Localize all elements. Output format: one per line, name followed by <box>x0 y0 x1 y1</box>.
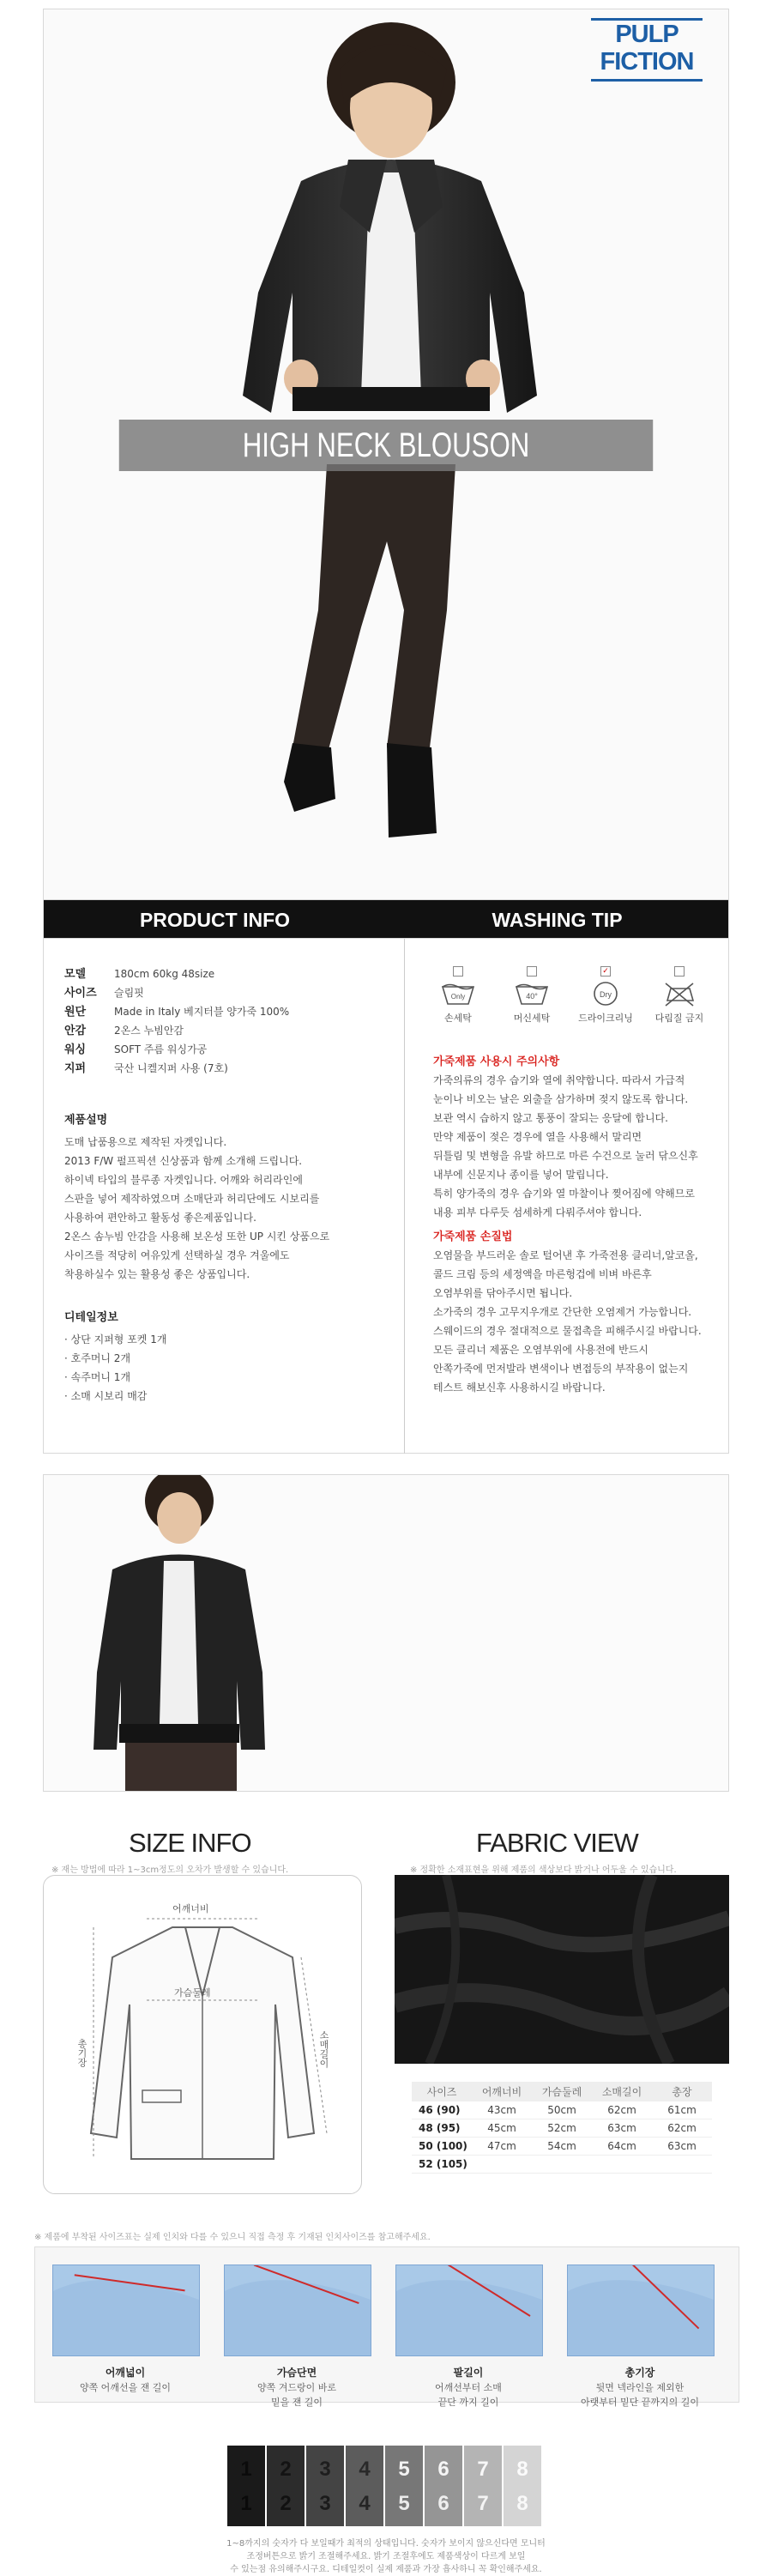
spec-key: 지퍼 <box>64 1062 87 1075</box>
size-table-cell: 47cm <box>472 2138 532 2156</box>
brand-logo-line1: PULP <box>615 21 679 48</box>
desc-line: 2온스 솜누빔 안감을 사용해 보온성 또한 UP 시킨 상품으로 <box>64 1231 330 1243</box>
scale-number-bottom: 4 <box>359 2492 371 2515</box>
no-iron-icon <box>649 980 709 1007</box>
caution-line: 뒤틀림 및 변형을 유발 하므로 마른 수건으로 눌러 닦으신후 <box>433 1150 698 1162</box>
size-table-cell: 52cm <box>532 2119 592 2138</box>
svg-text:40°: 40° <box>526 992 538 1001</box>
method-line: 스웨이드의 경우 절대적으로 물접촉을 피해주시길 바랍니다. <box>433 1325 702 1337</box>
spec-row <box>64 983 144 1003</box>
caution-line: 특히 양가죽의 경우 습기와 열 마찰이나 찢어짐에 약해므로 <box>433 1188 695 1200</box>
detail-model-photo <box>44 1475 728 1792</box>
sleeve-label: 소매길이 <box>318 2030 329 2068</box>
wash-checkbox <box>453 966 463 977</box>
measure-desc: 뒷면 넥라인을 제외한 <box>595 2382 685 2393</box>
product-desc-text <box>64 1133 390 1284</box>
spec-row <box>64 1059 228 1079</box>
size-table-row <box>412 2119 712 2138</box>
measure-note: ※ 제품에 부착된 사이즈표는 실제 인치와 다를 수 있으니 직접 측정 후 기재된 인치사이즈를 참고해주세요. <box>34 2233 431 2242</box>
measure-label: 어깨넓이 <box>105 2367 146 2379</box>
measure-card <box>224 2265 370 2409</box>
spec-value: 국산 니켈지퍼 사용 (7호) <box>114 1062 228 1074</box>
size-table-cell: 64cm <box>592 2138 652 2156</box>
method-line: 모든 클리너 제품은 오염부위에 사용전에 반드시 <box>433 1344 648 1356</box>
size-table-cell: 43cm <box>472 2101 532 2119</box>
hand-wash-icon <box>428 980 488 1007</box>
size-table-cell <box>532 2156 592 2174</box>
care-method-heading: 가죽제품 손질법 <box>433 1231 513 1243</box>
wash-label: 드라이크리닝 <box>578 1013 633 1024</box>
footer-line: 수 있는점 유의해주시구요. 디테일컷이 실제 제품과 가장 흡사하니 꼭 확인해주세요. <box>230 2565 542 2574</box>
hero-photo-panel <box>43 9 729 901</box>
spec-value: Made in Italy 베지터블 양가죽 100% <box>114 1006 290 1018</box>
measure-label: 총기장 <box>624 2367 655 2379</box>
scale-number-bottom: 1 <box>240 2492 252 2515</box>
hero-title: HIGH NECK BLOUSON <box>119 420 653 471</box>
spec-value: 슬림핏 <box>114 987 144 999</box>
caution-line: 보관 역시 습하지 않고 통풍이 잘되는 응달에 합니다. <box>433 1112 668 1124</box>
section-header-bar <box>43 899 729 939</box>
measure-desc: 끝단 까지 길이 <box>437 2397 499 2408</box>
spec-key: 원단 <box>64 1006 87 1019</box>
wash-label: 다림질 금지 <box>654 1013 704 1024</box>
size-table-cell: 63cm <box>652 2138 712 2156</box>
spec-value: 2온스 누빔안감 <box>114 1025 184 1037</box>
leather-texture <box>395 1875 729 2064</box>
desc-line: 스판을 넣어 제작하였으며 소매단과 허리단에도 시보리를 <box>64 1193 320 1205</box>
dry-clean-icon <box>576 980 636 1007</box>
scale-cell <box>385 2446 423 2526</box>
spec-value: 180cm 60kg 48size <box>114 968 215 980</box>
info-section <box>43 939 729 1454</box>
size-table-header: 총장 <box>652 2082 712 2101</box>
wash-checkbox <box>527 966 537 977</box>
monitor-brightness-scale <box>227 2446 545 2526</box>
jacket-diagram <box>44 1876 361 2193</box>
detail-item: · 상단 지퍼형 포켓 1개 <box>64 1333 167 1345</box>
scale-number-top: 5 <box>398 2458 410 2481</box>
size-table-header: 소매길이 <box>592 2082 652 2101</box>
measure-desc: 양쪽 어깨선을 잰 길이 <box>79 2382 172 2393</box>
measure-label: 팔길이 <box>453 2367 484 2379</box>
size-table-cell <box>472 2156 532 2174</box>
detail-photo-panel <box>43 1474 729 1792</box>
desc-line: 도매 납품용으로 제작된 자켓입니다. <box>64 1136 227 1148</box>
scale-cell <box>227 2446 265 2526</box>
spec-key: 모델 <box>64 968 87 981</box>
size-table-cell: 62cm <box>652 2119 712 2138</box>
measure-card <box>395 2265 541 2409</box>
caution-line: 만약 제품이 젖은 경우에 열을 사용해서 말리면 <box>433 1131 642 1143</box>
scale-number-bottom: 2 <box>280 2492 292 2515</box>
spec-row <box>64 1040 207 1060</box>
scale-number-bottom: 6 <box>437 2492 449 2515</box>
detail-item: · 호주머니 2개 <box>64 1352 131 1364</box>
size-diagram-card <box>43 1875 362 2194</box>
size-table-cell: 52 (105) <box>412 2156 472 2174</box>
measure-photo <box>224 2265 371 2356</box>
size-table-cell: 48 (95) <box>412 2119 472 2138</box>
care-caution-heading: 가죽제품 사용시 주의사항 <box>433 1055 560 1068</box>
scale-number-bottom: 8 <box>516 2492 528 2515</box>
caution-line: 내용 피부 다루듯 섬세하게 다뤄주셔야 합니다. <box>433 1206 642 1218</box>
wash-option <box>649 966 709 1025</box>
spec-row <box>64 1002 289 1022</box>
measure-card <box>567 2265 713 2409</box>
scale-number-top: 4 <box>359 2458 371 2481</box>
measure-desc: 양쪽 겨드랑이 바로 <box>256 2382 336 2393</box>
svg-text:Dry: Dry <box>600 990 612 999</box>
scale-number-top: 3 <box>319 2458 331 2481</box>
detail-info-heading: 디테일정보 <box>64 1311 118 1324</box>
size-table-cell: 50 (100) <box>412 2138 472 2156</box>
brand-logo-line2: FICTION <box>600 48 694 76</box>
fabric-swatch <box>395 1875 729 2064</box>
size-table-row <box>412 2138 712 2156</box>
footer-note <box>86 2537 686 2576</box>
footer-line: 1~8까지의 숫자가 다 보일때가 최적의 상태입니다. 숫자가 보이지 않으신다면 모니터 <box>226 2539 546 2549</box>
shoulder-label: 어깨너비 <box>172 1903 209 1914</box>
column-divider <box>404 939 405 1454</box>
caution-line: 가죽의류의 경우 습기와 열에 취약합니다. 따라서 가급적 <box>433 1074 685 1086</box>
size-table-header: 어깨너비 <box>472 2082 532 2101</box>
footer-line: 조정버튼으로 밝기 조절해주세요. 밝기 조절후에도 제품색상이 다르게 보일 <box>246 2552 526 2561</box>
size-table-cell: 61cm <box>652 2101 712 2119</box>
scale-cell <box>267 2446 305 2526</box>
fabric-view-title: FABRIC VIEW <box>476 1828 638 1858</box>
size-info-title: SIZE INFO <box>129 1828 251 1858</box>
desc-line: 사이즈를 적당히 여유있게 선택하실 경우 겨울에도 <box>64 1249 290 1261</box>
size-table <box>412 2082 712 2174</box>
spec-key: 워싱 <box>64 1043 87 1056</box>
wash-option <box>502 966 562 1025</box>
measure-guide <box>34 2246 739 2408</box>
wash-option <box>576 966 636 1025</box>
method-line: 소가죽의 경우 고무지우개로 간단한 오염제거 가능합니다. <box>433 1306 692 1318</box>
machine-wash-icon <box>502 980 562 1007</box>
measure-photo <box>52 2265 200 2356</box>
measure-desc: 밑을 잰 길이 <box>270 2397 323 2408</box>
size-table-cell <box>652 2156 712 2174</box>
measure-card <box>52 2265 198 2394</box>
size-table-cell: 62cm <box>592 2101 652 2119</box>
size-info-note: ※ 재는 방법에 따라 1~3cm정도의 오차가 발생할 수 있습니다. <box>51 1865 289 1875</box>
measure-photo <box>567 2265 715 2356</box>
scale-cell <box>464 2446 502 2526</box>
scale-number-top: 1 <box>240 2458 252 2481</box>
scale-number-top: 2 <box>280 2458 292 2481</box>
method-line: 콜드 크림 등의 세정액을 마른헝겁에 비벼 바른후 <box>433 1268 652 1280</box>
length-label: 총기장 <box>76 2039 87 2067</box>
scale-number-top: 6 <box>437 2458 449 2481</box>
detail-item: · 소매 시보리 매감 <box>64 1390 148 1402</box>
scale-cell <box>346 2446 383 2526</box>
size-table-cell: 63cm <box>592 2119 652 2138</box>
washing-tip-heading: WASHING TIP <box>492 909 623 931</box>
care-method-text <box>433 1246 725 1397</box>
size-table-row <box>412 2156 712 2174</box>
fabric-view-note: ※ 정확한 소재표현을 위해 제품의 색상보다 밝거나 어두울 수 있습니다. <box>410 1865 677 1875</box>
desc-line: 착용하실수 있는 활용성 좋은 상품입니다. <box>64 1268 250 1280</box>
wash-label: 손세탁 <box>444 1013 472 1024</box>
size-table-cell: 50cm <box>532 2101 592 2119</box>
scale-cell <box>504 2446 541 2526</box>
wash-option <box>428 966 488 1025</box>
scale-number-bottom: 3 <box>319 2492 331 2515</box>
size-table-header: 가슴둘레 <box>532 2082 592 2101</box>
caution-line: 내부에 신문지나 종이를 넣어 말립니다. <box>433 1169 609 1181</box>
product-info-heading: PRODUCT INFO <box>139 909 291 931</box>
method-line: 안쪽가죽에 먼저발라 변색이나 변접등의 부작용이 없는지 <box>433 1363 689 1375</box>
spec-value: SOFT 주름 워싱가공 <box>114 1043 208 1055</box>
spec-key: 안감 <box>64 1025 87 1037</box>
scale-number-bottom: 7 <box>477 2492 489 2515</box>
measure-desc: 아랫부터 밑단 끝까지의 길이 <box>580 2397 699 2408</box>
measure-label: 가슴단면 <box>276 2367 317 2379</box>
desc-line: 하이넥 타입의 블루종 자켓입니다. 어깨와 허리라인에 <box>64 1174 303 1186</box>
scale-number-bottom: 5 <box>398 2492 410 2515</box>
desc-line: 사용하여 편안하고 활동성 좋은제품입니다. <box>64 1212 256 1224</box>
size-table-row <box>412 2101 712 2119</box>
size-table-cell: 46 (90) <box>412 2101 472 2119</box>
scale-number-top: 7 <box>477 2458 489 2481</box>
size-table-cell: 54cm <box>532 2138 592 2156</box>
product-desc-heading: 제품설명 <box>64 1114 108 1127</box>
desc-line: 2013 F/W 펄프픽션 신상품과 함께 소개해 드립니다. <box>64 1155 303 1167</box>
scale-cell <box>306 2446 344 2526</box>
care-caution-text <box>433 1071 725 1222</box>
scale-number-top: 8 <box>516 2458 528 2481</box>
brand-logo <box>591 18 703 82</box>
wash-label: 머신세탁 <box>513 1013 551 1024</box>
chest-label: 가슴둘레 <box>174 1987 211 1999</box>
size-table-header: 사이즈 <box>412 2082 472 2101</box>
detail-info-list <box>64 1330 390 1406</box>
method-line: 오염부위를 닦아주시면 됩니다. <box>433 1287 573 1299</box>
scale-cell <box>425 2446 462 2526</box>
spec-row <box>64 1021 184 1041</box>
spec-key: 사이즈 <box>64 987 97 1000</box>
wash-checkbox <box>674 966 685 977</box>
caution-line: 눈이나 비오는 날은 외출을 삼가하며 젖지 않도록 합니다. <box>433 1093 689 1105</box>
detail-item: · 속주머니 1개 <box>64 1371 131 1383</box>
method-line: 테스트 해보신후 사용하시길 바랍니다. <box>433 1382 606 1394</box>
measure-desc: 어깨선부터 소매 <box>435 2382 502 2393</box>
size-table-cell: 45cm <box>472 2119 532 2138</box>
size-table-cell <box>592 2156 652 2174</box>
measure-photo <box>395 2265 543 2356</box>
method-line: 오염물을 부드러운 솔로 털어낸 후 가죽전용 클리너,알코올, <box>433 1249 698 1261</box>
wash-checkbox: ✓ <box>600 966 611 977</box>
spec-row <box>64 964 214 984</box>
svg-text:Only: Only <box>450 993 466 1001</box>
